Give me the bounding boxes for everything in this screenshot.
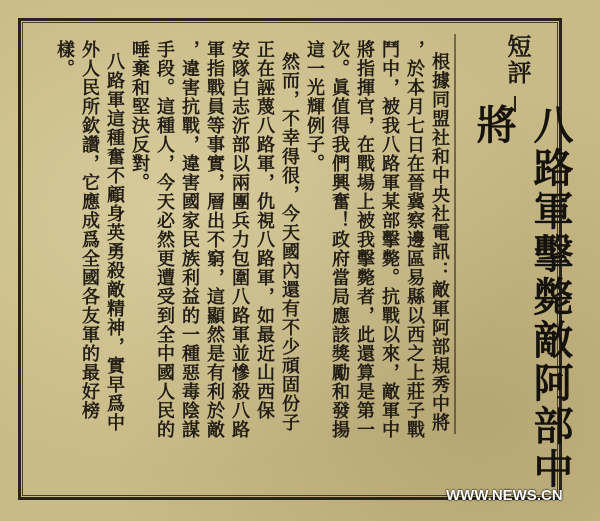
text-column-1: 根據同盟社和中央社電訊：敵軍阿部規秀中將 (429, 52, 450, 432)
text-column-2: ，於本月七日在晉冀察邊區易縣以西之上莊子戰 (404, 40, 425, 439)
text-column-16: 樣。 (54, 40, 75, 78)
text-column-14: 八路軍這種奮不顧身英勇殺敵精神，實早爲中 (104, 52, 125, 432)
text-column-8: 正在誣蔑八路軍，仇視八路軍，如最近山西保 (254, 40, 275, 420)
text-column-11: ，違害抗戰，違害國家民族利益的一種惡毒陰謀 (179, 40, 200, 439)
text-column-6: 這一光輝例子。 (304, 40, 325, 173)
text-column-15: 外人民所欽讚，它應成爲全國各友軍的最好榜 (79, 40, 100, 420)
text-column-12: 手段。這種人，今天必然更遭受到全中國人民的 (154, 40, 175, 439)
text-column-4: 將指揮官，在戰場上被我擊斃者，此還算是第一 (354, 40, 375, 439)
source-watermark: WWW.NEWS.CN (446, 487, 563, 504)
column-divider (454, 34, 456, 434)
text-column-13: 唾棄和堅決反對。 (129, 40, 150, 192)
text-column-10: 軍指戰員等事實，層出不窮，這顯然是有利於敵 (204, 40, 225, 439)
article-title: 八路軍擊斃敵阿部中將 (470, 104, 574, 491)
text-column-9: 安隊白志沂部以兩團兵力包圍八路軍並慘殺八路 (229, 40, 250, 439)
text-column-7: 然而，不幸得很，今天國內還有不少頑固份子 (279, 52, 300, 432)
section-label: 短評 (503, 34, 532, 86)
text-column-3: 鬥中，被我八路軍某部擊斃。抗戰以來，敵軍中 (379, 40, 400, 439)
text-column-5: 次。眞值得我們興奮！政府當局應該獎勵和發揚 (329, 40, 350, 439)
